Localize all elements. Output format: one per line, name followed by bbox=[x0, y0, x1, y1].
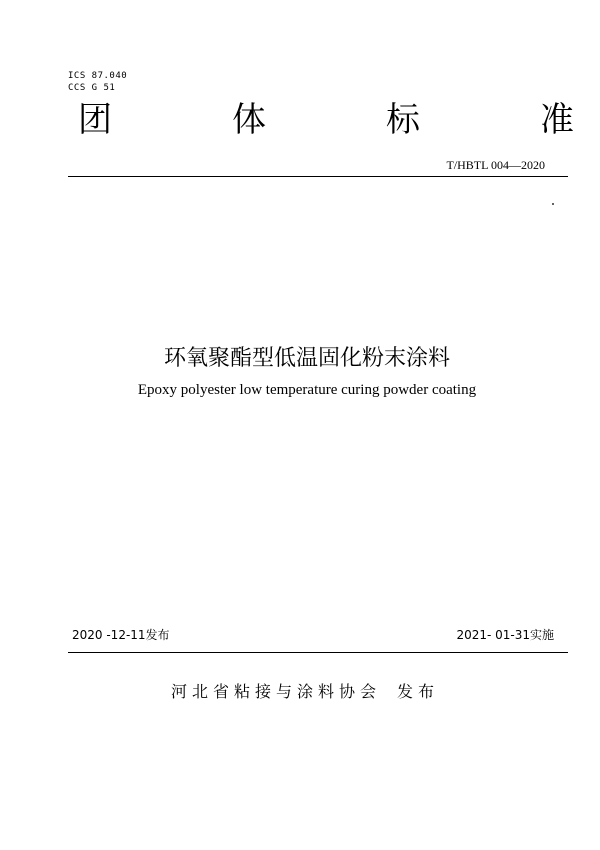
stray-dot bbox=[552, 203, 554, 205]
top-divider bbox=[68, 176, 568, 177]
standard-type-char: 准 bbox=[540, 100, 574, 140]
standard-type-char: 标 bbox=[386, 100, 420, 140]
publisher-name: 河北省粘接与涂料协会 bbox=[170, 682, 381, 701]
standard-number: T/HBTL 004—2020 bbox=[446, 158, 545, 172]
implementation-date: 2021- 01-31实施 bbox=[456, 628, 554, 642]
standard-type-char: 团 bbox=[78, 100, 112, 140]
ics-code: ICS 87.040 bbox=[68, 71, 128, 81]
bottom-divider bbox=[68, 652, 568, 653]
publisher-suffix: 发布 bbox=[397, 682, 440, 701]
classification-codes bbox=[68, 70, 127, 94]
title-chinese: 环氧聚酯型低温固化粉末涂料 bbox=[163, 346, 450, 371]
standard-type-heading bbox=[78, 98, 574, 142]
title-english: Epoxy polyester low temperature curing powder coating bbox=[137, 382, 477, 398]
issue-date: 2020 -12-11发布 bbox=[72, 628, 170, 642]
ccs-code: CCS G 51 bbox=[68, 83, 116, 93]
publisher-line bbox=[0, 679, 600, 702]
standard-type-char: 体 bbox=[232, 100, 266, 140]
